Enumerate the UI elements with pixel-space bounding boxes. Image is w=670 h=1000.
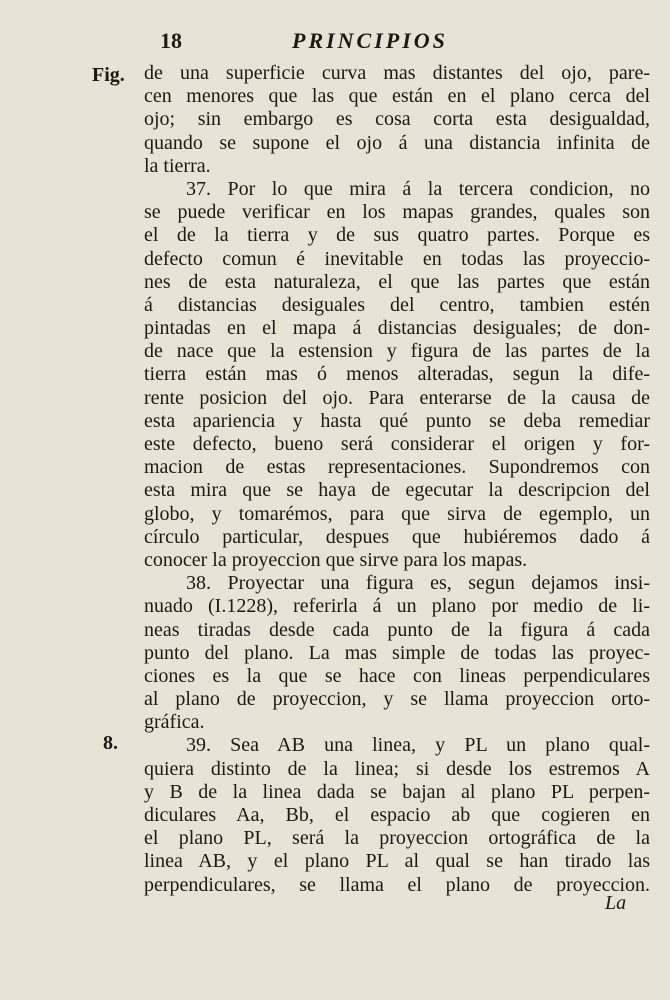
text-line: linea AB, y el plano PL al qual se han tirado las [144,850,650,873]
text-line: ciones es la que se hace con lineas perpendiculares [144,664,650,687]
running-head: PRINCIPIOS [292,28,448,53]
text-line: la tierra. [144,154,211,177]
page-header [0,28,670,58]
text-line: el de la tierra y de sus quatro partes. Porque es [144,224,650,247]
text-line: punto del plano. La mas simple de todas las proyec- [144,641,650,664]
text-line: rente posicion del ojo. Para enterarse de la causa de [144,386,650,409]
text-line: círculo particular, despues que hubiéremos dado á [144,525,650,548]
body-text [144,62,650,897]
text-line: globo, y tomarémos, para que sirva de egemplo, un [144,502,650,525]
text-line: ojo; sin embargo es cosa corta esta desigualdad, [144,108,650,131]
text-line: al plano de proyeccion, y se llama proyeccion orto- [144,688,650,711]
text-line: quando se supone el ojo á una distancia infinita de [144,131,650,154]
text-line: esta apariencia y hasta qué punto se deba remediar [144,409,650,432]
text-line: el plano PL, será la proyeccion ortográfica de la [144,827,650,850]
text-line: de una superficie curva mas distantes del ojo, pare- [144,62,650,84]
text-line: quiera distinto de la linea; si desde los estremos A [144,757,650,780]
text-line: esta mira que se haya de egecutar la descripcion del [144,479,650,502]
text-line: perpendiculares, se llama el plano de proyeccion. [144,873,650,896]
figure-number-8: 8. [103,732,118,754]
text-line: de nace que la estension y figura de las partes de la [144,340,650,363]
text-line: nuado (I.1228), referirla á un plano por medio de li- [144,595,650,618]
text-line: defecto comun é inevitable en todas las proyeccio- [144,247,650,270]
text-line: gráfica. [144,711,205,734]
page-number: 18 [160,28,182,53]
text-line: nes de esta naturaleza, el que las partes que están [144,270,650,293]
text-line: macion de estas representaciones. Supondremos con [144,456,650,479]
text-line: diculares Aa, Bb, el espacio ab que cogieren en [144,804,650,826]
catchword: La [605,892,627,914]
text-line: conocer la proyeccion que sirve para los mapas. [144,548,528,571]
paragraph-39-start: 39. Sea AB una linea, y PL un plano qual- [186,734,650,757]
text-line: cen menores que las que están en el plano cerca del [144,85,650,108]
text-line: se puede verificar en los mapas grandes, quales son [144,201,650,224]
text-line: neas tiradas desde cada punto de la figura á cada [144,618,650,641]
text-line: pintadas en el mapa á distancias desiguales; de don- [144,317,650,340]
text-line: y B de la linea dada se bajan al plano PL perpen- [144,780,650,803]
figure-margin-label: Fig. [92,64,125,86]
text-line: á distancias desiguales del centro, tambien estén [144,293,650,316]
text-line: tierra están mas ó menos alteradas, segun la dife- [144,363,650,386]
text-line: este defecto, bueno será considerar el origen y for- [144,433,650,455]
paragraph-38-start: 38. Proyectar una figura es, segun dejamos insi- [186,572,650,595]
paragraph-37-start: 37. Por lo que mira á la tercera condicion, no [186,177,650,200]
